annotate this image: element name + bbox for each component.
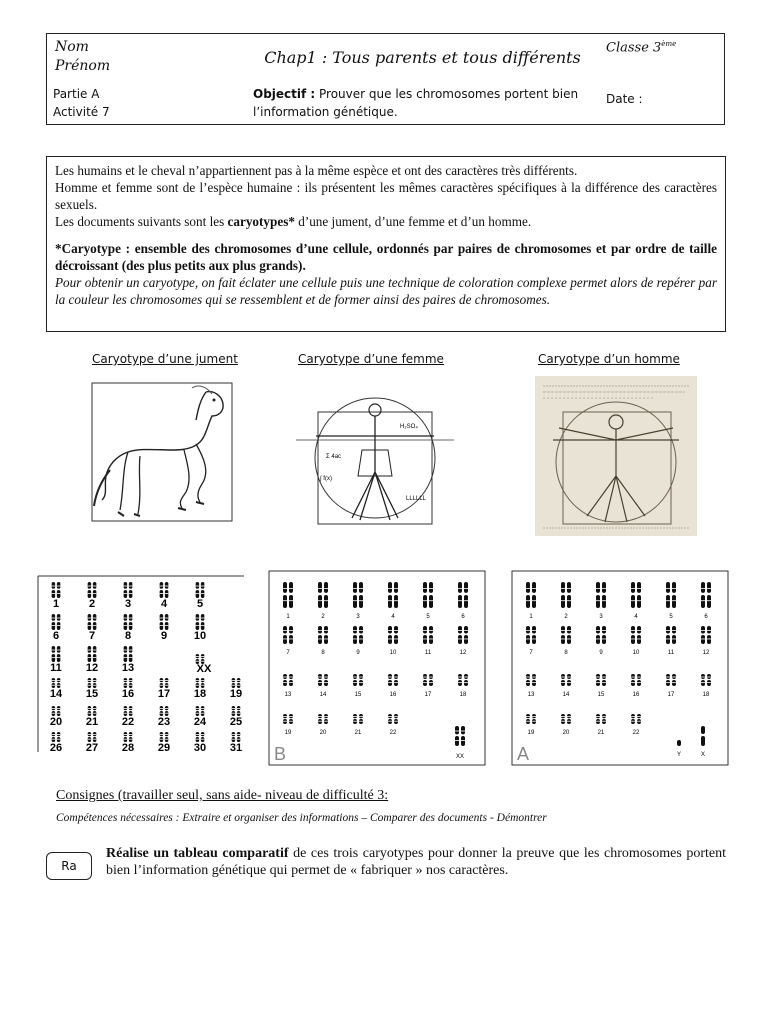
woman-chromosome-19 (283, 714, 293, 724)
woman-chromosome-label: 2 (321, 614, 325, 620)
man-chromosome-13 (526, 674, 536, 686)
karyotype-definition: *Caryotype : ensemble des chromosomes d’une cellule, ordonnés par paires de chromosomes et par ordre de taille décroissant (des plus petits aux plus grands). (55, 241, 717, 273)
man-chromosome-label: 4 (634, 614, 638, 620)
woman-formula-4: LLLLLL (406, 496, 427, 502)
class-label: Classe 3 (606, 40, 662, 56)
mare-chromosome-label: 15 (85, 688, 99, 700)
woman-chromosome-label: 21 (354, 730, 362, 736)
objective-cell (247, 82, 598, 124)
mare-chromosome-label: 5 (196, 598, 204, 610)
woman-chromosome-22 (388, 714, 398, 724)
mare-chromosome-label: 31 (229, 742, 243, 754)
woman-chromosome-13 (283, 674, 293, 686)
mare-chromosome-27 (88, 732, 97, 742)
task-bold: Réalise un tableau comparatif (106, 846, 289, 861)
woman-chromosome-label: 3 (356, 614, 360, 620)
man-chromosome-label: 18 (702, 692, 710, 698)
man-chromosome-label: 12 (702, 650, 710, 656)
woman-formula-3: ∫ f(x) (320, 476, 332, 482)
mare-chromosome-label: 7 (88, 630, 96, 642)
woman-sex-label: XX (455, 754, 465, 760)
intro-p3-before: Les documents suivants sont les (55, 214, 228, 229)
objective-label: Objectif : (253, 87, 316, 101)
man-chromosome-9 (596, 626, 606, 644)
man-karyotype-letter: A (517, 744, 530, 764)
mare-chromosome-5 (196, 582, 205, 598)
man-chromosome-16 (631, 674, 641, 686)
mare-chromosome-24 (196, 706, 205, 716)
mare-chromosome-14 (52, 678, 61, 688)
mare-chromosome-12 (88, 646, 97, 662)
man-chromosome-label: 5 (669, 614, 673, 620)
part-label: Partie A (53, 87, 100, 101)
intro-box (46, 156, 726, 332)
mare-chromosome-label: 3 (124, 598, 132, 610)
caption-woman: Caryotype d’une femme (298, 352, 444, 366)
woman-chromosome-label: 18 (459, 692, 467, 698)
man-chromosome-label: 8 (564, 650, 568, 656)
caption-mare: Caryotype d’une jument (92, 352, 238, 366)
man-chromosome-label: 11 (667, 650, 675, 656)
date-label: Date : (606, 92, 643, 106)
man-chromosome-22 (631, 714, 641, 724)
woman-chromosome-8 (318, 626, 328, 644)
woman-chromosome-label: 8 (321, 650, 325, 656)
woman-chromosome-label: 22 (389, 730, 397, 736)
woman-chromosome-label: 14 (319, 692, 327, 698)
intro-p3 (55, 213, 717, 230)
woman-chromosome-label: 19 (284, 730, 292, 736)
mare-chromosome-label: 27 (85, 742, 99, 754)
mare-sex-label: XX (196, 663, 212, 675)
man-drawing (535, 376, 697, 536)
mare-chromosome-label: 10 (193, 630, 207, 642)
woman-chromosome-label: 12 (459, 650, 467, 656)
woman-chromosome-14 (318, 674, 328, 686)
class-cell (598, 34, 724, 82)
man-chromosome-4 (631, 582, 641, 608)
mare-chromosome-19 (232, 678, 241, 688)
woman-formula-1: Σ 4ac (326, 454, 342, 460)
mare-chromosome-2 (88, 582, 97, 598)
mare-chromosome-6 (52, 614, 61, 630)
mare-chromosome-label: 25 (229, 716, 243, 728)
woman-chromosome-label: 10 (389, 650, 397, 656)
man-chromosome-1 (526, 582, 536, 608)
mare-chromosome-label: 26 (49, 742, 63, 754)
mare-chromosome-30 (196, 732, 205, 742)
mare-chromosome-label: 18 (193, 688, 207, 700)
man-chromosome-label: 10 (632, 650, 640, 656)
activity-label: Activité 7 (53, 105, 110, 119)
mare-chromosome-label: 9 (160, 630, 168, 642)
mare-chromosome-25 (232, 706, 241, 716)
mare-chromosome-3 (124, 582, 133, 598)
man-chromosome-12 (701, 626, 711, 644)
woman-chromosome-9 (353, 626, 363, 644)
woman-chromosome-label: 11 (424, 650, 432, 656)
chapter-title: Chap1 : Tous parents et tous différents (264, 48, 581, 67)
woman-formula-2: H₂SO₄ (400, 424, 418, 430)
woman-chromosome-label: 17 (424, 692, 432, 698)
mare-chromosome-label: 1 (52, 598, 60, 610)
mare-chromosome-label: 20 (49, 716, 63, 728)
man-chromosome-label: 17 (667, 692, 675, 698)
part-cell (47, 82, 247, 124)
woman-karyotype-letter: B (274, 744, 287, 764)
man-chromosome-11 (666, 626, 676, 644)
woman-chromosome-label: 6 (461, 614, 465, 620)
man-karyotype (511, 570, 729, 766)
woman-chromosome-2 (318, 582, 328, 608)
man-chromosome-5 (666, 582, 676, 608)
man-chromosome-label: 7 (529, 650, 533, 656)
mare-chromosome-label: 4 (160, 598, 168, 610)
mare-chromosome-15 (88, 678, 97, 688)
caption-man: Caryotype d’un homme (538, 352, 680, 366)
man-chromosome-label: 2 (564, 614, 568, 620)
mare-chromosome-label: 13 (121, 662, 135, 674)
intro-p2: Homme et femme sont de l’espèce humaine : ils présentent les mêmes caractères spécifiques à la différence des caractères sexuels. (55, 180, 717, 212)
man-chromosome-19 (526, 714, 536, 724)
mare-chromosome-label: 17 (157, 688, 171, 700)
mare-chromosome-26 (52, 732, 61, 742)
mare-chromosome-label: 6 (52, 630, 60, 642)
horse-drawing (88, 380, 236, 525)
mare-chromosome-13 (124, 646, 133, 662)
woman-chromosome-15 (353, 674, 363, 686)
mare-chromosome-4 (160, 582, 169, 598)
woman-chromosome-4 (388, 582, 398, 608)
man-chromosome-label: 20 (562, 730, 570, 736)
woman-chromosome-label: 15 (354, 692, 362, 698)
man-chromosome-label: 1 (529, 614, 533, 620)
man-chromosome-label: 9 (599, 650, 603, 656)
name-cell (47, 34, 247, 82)
mare-chromosome-label: 8 (124, 630, 132, 642)
woman-chromosome-3 (353, 582, 363, 608)
woman-chromosome-7 (283, 626, 293, 644)
man-chromosome-label: 21 (597, 730, 605, 736)
mare-chromosome-31 (232, 732, 241, 742)
skills-line: Compétences nécessaires : Extraire et organiser des informations – Comparer des documents - Démontrer (56, 812, 547, 824)
woman-chromosome-label: 16 (389, 692, 397, 698)
man-chromosome-label: 16 (632, 692, 640, 698)
woman-chromosome-21 (353, 714, 363, 724)
man-chromosome-label: 13 (527, 692, 535, 698)
intro-p3-after: d’une jument, d’une femme et d’un homme. (294, 214, 532, 229)
man-chromosome-8 (561, 626, 571, 644)
mare-chromosome-label: 24 (193, 716, 207, 728)
man-chromosome-label: 15 (597, 692, 605, 698)
man-chromosome-14 (561, 674, 571, 686)
woman-chromosome-18 (458, 674, 468, 686)
task-rest: de ces trois caryotypes pour donner la preuve que les chromosomes portent bien l’information génétique qui permet de « fabriquer » nos caractères. (106, 846, 727, 878)
mare-chromosome-10 (196, 614, 205, 630)
firstname-label: Prénom (55, 58, 111, 74)
class-sup: ème (661, 40, 677, 48)
woman-drawing (296, 380, 454, 530)
mare-chromosome-9 (160, 614, 169, 630)
man-chromosome-label: 6 (704, 614, 708, 620)
header-table (46, 33, 725, 125)
intro-p3-bold: caryotypes* (227, 214, 295, 229)
woman-chromosome-label: 5 (426, 614, 430, 620)
man-chromosome-6 (701, 582, 711, 608)
woman-chromosome-10 (388, 626, 398, 644)
mare-chromosome-21 (88, 706, 97, 716)
mare-chromosome-label: 23 (157, 716, 171, 728)
man-chromosome-label: 19 (527, 730, 535, 736)
mare-chromosome-11 (52, 646, 61, 662)
karyotype-note: Pour obtenir un caryotype, on fait éclater une cellule puis une technique de coloration complexe permet alors de repérer par la couleur les chromosomes qui se ressemblent et de former ainsi des paires de chromosomes. (55, 275, 717, 307)
objective-text: Prouver que les chromosomes portent bien l’information génétique. (253, 87, 579, 119)
mare-chromosome-22 (124, 706, 133, 716)
man-chromosome-label: 14 (562, 692, 570, 698)
mare-chromosome-20 (52, 706, 61, 716)
mare-chromosome-label: 11 (50, 662, 62, 674)
mare-chromosome-28 (124, 732, 133, 742)
mare-chromosome-7 (88, 614, 97, 630)
woman-chromosome-label: 4 (391, 614, 395, 620)
mare-chromosome-label: 22 (121, 716, 135, 728)
mare-chromosome-label: 28 (121, 742, 135, 754)
mare-chromosome-1 (52, 582, 61, 598)
mare-chromosome-label: 16 (121, 688, 135, 700)
mare-chromosome-label: 2 (88, 598, 96, 610)
woman-chromosome-label: 20 (319, 730, 327, 736)
man-y-label: Y (676, 752, 682, 758)
name-label: Nom (55, 39, 89, 55)
mare-chromosome-18 (196, 678, 205, 688)
ra-badge: Ra (46, 852, 92, 880)
man-chromosome-label: 3 (599, 614, 603, 620)
mare-chromosome-17 (160, 678, 169, 688)
man-chromosome-21 (596, 714, 606, 724)
task-text (106, 845, 726, 879)
woman-chromosome-label: 1 (286, 614, 290, 620)
woman-chromosome-label: 13 (284, 692, 292, 698)
man-chromosome-3 (596, 582, 606, 608)
mare-chromosome-label: 14 (49, 688, 63, 700)
woman-chromosome-1 (283, 582, 293, 608)
woman-chromosome-20 (318, 714, 328, 724)
man-chromosome-17 (666, 674, 676, 686)
man-chromosome-10 (631, 626, 641, 644)
man-chromosome-2 (561, 582, 571, 608)
woman-chromosome-11 (423, 626, 433, 644)
man-y-chromosome (677, 740, 681, 746)
mare-chromosome-label: 30 (193, 742, 207, 754)
mare-chromosome-label: 29 (157, 742, 171, 754)
man-chromosome-7 (526, 626, 536, 644)
mare-chromosome-23 (160, 706, 169, 716)
mare-chromosome-label: 19 (229, 688, 243, 700)
man-chromosome-label: 22 (632, 730, 640, 736)
instructions-title: Consignes (travailler seul, sans aide- niveau de difficulté 3: (56, 788, 389, 803)
woman-chromosome-5 (423, 582, 433, 608)
woman-chromosome-16 (388, 674, 398, 686)
mare-chromosome-29 (160, 732, 169, 742)
intro-p1: Les humains et le cheval n’appartiennent pas à la même espèce et ont des caractères très différents. (55, 163, 578, 178)
mare-chromosome-8 (124, 614, 133, 630)
woman-chromosome-label: 7 (286, 650, 290, 656)
man-chromosome-18 (701, 674, 711, 686)
woman-chromosome-12 (458, 626, 468, 644)
woman-chromosome-6 (458, 582, 468, 608)
mare-karyotype (36, 574, 246, 754)
mare-chromosome-label: 12 (85, 662, 99, 674)
woman-karyotype (268, 570, 486, 766)
man-x-label: X (700, 752, 706, 758)
man-x-chromosome (701, 726, 705, 746)
woman-chromosome-label: 9 (356, 650, 360, 656)
man-chromosome-20 (561, 714, 571, 724)
man-chromosome-15 (596, 674, 606, 686)
mare-chromosome-label: 21 (85, 716, 99, 728)
mare-chromosome-16 (124, 678, 133, 688)
woman-chromosome-17 (423, 674, 433, 686)
woman-sex-chromosomes (455, 726, 465, 746)
